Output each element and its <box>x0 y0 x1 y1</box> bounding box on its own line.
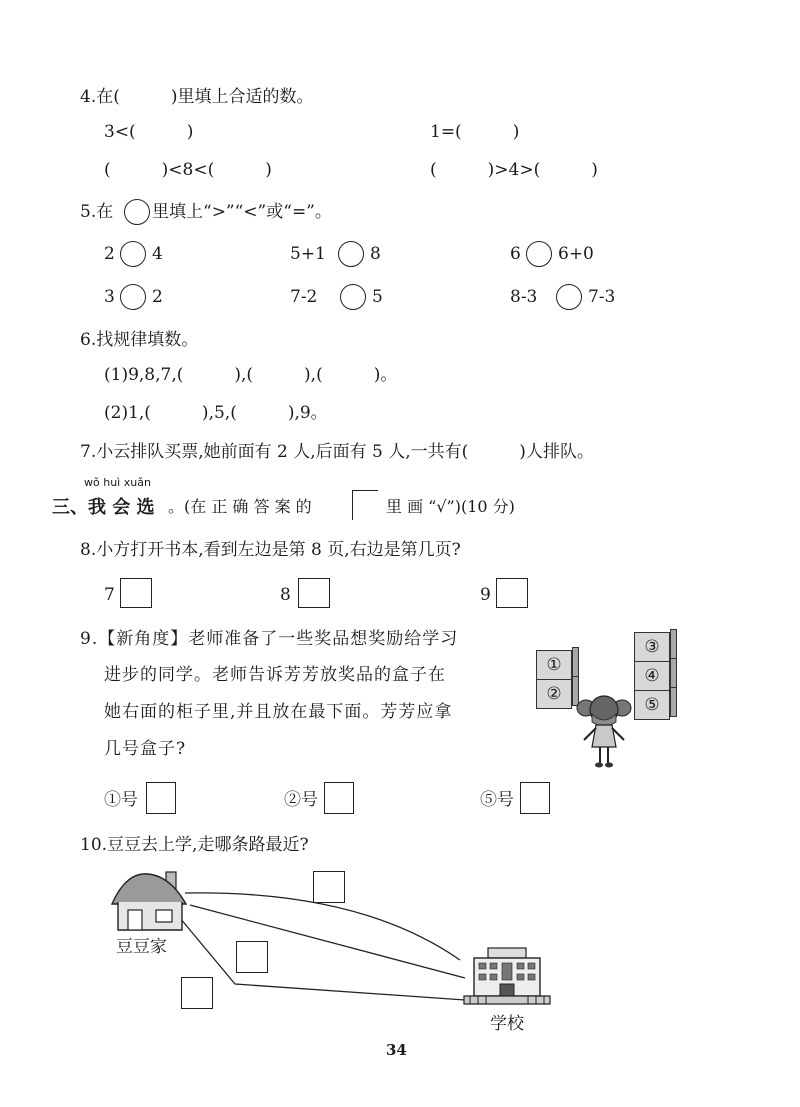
q5-item-right: 2 <box>152 287 163 307</box>
q7-text: 7.小云排队买票,她前面有 2 人,后面有 5 人,一共有( )人排队。 <box>80 442 594 462</box>
q5-item-left: 2 <box>104 244 115 264</box>
section3-sample-box-icon <box>352 490 378 520</box>
answer-box[interactable] <box>120 578 152 608</box>
answer-box[interactable] <box>324 782 354 814</box>
compare-circle[interactable] <box>526 241 552 267</box>
q6-title: 6.找规律填数。 <box>80 330 199 350</box>
q8-text: 8.小方打开书本,看到左边是第 8 页,右边是第几页? <box>80 540 461 560</box>
q6-line1: (1)9,8,7,( ),( ),( )。 <box>104 365 398 385</box>
q5-item-left: 5+1 <box>290 244 326 264</box>
prize-box-3: ③ <box>634 632 670 662</box>
q5-title-circle-icon <box>124 199 150 225</box>
q5-item-right: 5 <box>372 287 383 307</box>
q8-option-label: 8 <box>280 585 291 605</box>
q9-option-label: ②号 <box>284 790 318 810</box>
prize-box-4: ④ <box>634 661 670 691</box>
answer-box[interactable] <box>298 578 330 608</box>
q5-item-left: 6 <box>510 244 521 264</box>
answer-box[interactable] <box>236 941 268 973</box>
page-number: 34 <box>386 1041 407 1059</box>
q5-item-left: 7-2 <box>290 287 318 307</box>
route-bottom-path <box>180 918 465 1000</box>
school-label: 学校 <box>490 1014 524 1034</box>
q4-title: 4.在( )里填上合适的数。 <box>80 87 314 107</box>
q10-text: 10.豆豆去上学,走哪条路最近? <box>80 835 309 855</box>
compare-circle[interactable] <box>120 241 146 267</box>
prize-box-1: ① <box>536 650 572 680</box>
house-icon <box>108 866 192 936</box>
section3-heading: 三、我 会 选 <box>52 497 155 518</box>
q5-title-pre: 5.在 <box>80 202 114 222</box>
compare-circle[interactable] <box>120 284 146 310</box>
q4-item-a: 3<( ) <box>104 122 194 142</box>
answer-box[interactable] <box>181 977 213 1009</box>
q4-item-b: 1=( ) <box>430 122 520 142</box>
q8-option-label: 7 <box>104 585 115 605</box>
prize-box-5: ⑤ <box>634 690 670 720</box>
compare-circle[interactable] <box>556 284 582 310</box>
q4-item-d: ( )>4>( ) <box>430 160 598 180</box>
route-middle-path <box>190 905 465 978</box>
cube-side <box>670 687 677 717</box>
compare-circle[interactable] <box>340 284 366 310</box>
q5-item-left: 8-3 <box>510 287 538 307</box>
school-building-icon <box>462 946 552 1008</box>
q5-item-right: 4 <box>152 244 163 264</box>
q5-item-right: 7-3 <box>588 287 616 307</box>
cube-side <box>670 629 677 659</box>
q9-line3: 她右面的柜子里,并且放在最下面。芳芳应拿 <box>104 702 453 722</box>
prize-box-2: ② <box>536 679 572 709</box>
q9-option-label: ①号 <box>104 790 138 810</box>
girl-figure-icon <box>574 692 634 772</box>
section3-instruction-post: 里 画 “√”)(10 分) <box>386 497 515 516</box>
compare-circle[interactable] <box>338 241 364 267</box>
cube-side <box>670 658 677 688</box>
q9-line4: 几号盒子? <box>104 739 187 759</box>
section3-instruction-pre: 。(在 正 确 答 案 的 <box>168 497 312 516</box>
q5-title-post: 里填上“>”“<”或“=”。 <box>152 202 332 222</box>
answer-box[interactable] <box>313 871 345 903</box>
q5-item-left: 3 <box>104 287 115 307</box>
q5-item-right: 6+0 <box>558 244 594 264</box>
cube-side <box>572 647 579 677</box>
answer-box[interactable] <box>520 782 550 814</box>
home-label: 豆豆家 <box>116 937 167 957</box>
q9-option-label: ⑤号 <box>480 790 514 810</box>
section3-pinyin: wǒ huì xuǎn <box>84 476 151 489</box>
q9-line2: 进步的同学。老师告诉芳芳放奖品的盒子在 <box>104 665 446 685</box>
q9-line1: 9.【新角度】老师准备了一些奖品想奖励给学习 <box>80 629 459 649</box>
q5-item-right: 8 <box>370 244 381 264</box>
answer-box[interactable] <box>146 782 176 814</box>
answer-box[interactable] <box>496 578 528 608</box>
q6-line2: (2)1,( ),5,( ),9。 <box>104 403 328 423</box>
q8-option-label: 9 <box>480 585 491 605</box>
q4-item-c: ( )<8<( ) <box>104 160 272 180</box>
